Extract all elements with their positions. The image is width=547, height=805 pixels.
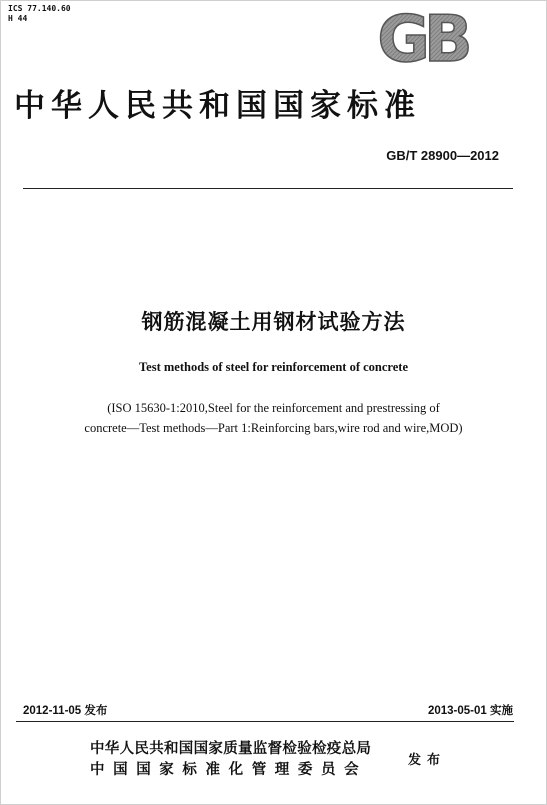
document-title-cn: 钢筋混凝土用钢材试验方法 — [141, 310, 406, 334]
standard-number: GB/T 28900—2012 — [386, 148, 499, 163]
issuer-sac: 中国国家标准化管理委员会 — [90, 762, 368, 778]
gb-logo — [366, 9, 478, 65]
ics-code: ICS 77.140.60 — [8, 4, 71, 13]
issue-date: 2012-11-05 发布 — [23, 705, 108, 717]
iso-reference-line-2: concrete—Test methods—Part 1:Reinforcing bars,wire rod and wire,MOD) — [84, 421, 463, 435]
top-divider — [23, 188, 513, 189]
iso-reference — [14, 398, 533, 438]
national-standard-title: 中华人民共和国国家标准 — [14, 88, 421, 124]
issue-label: 发布 — [408, 753, 447, 768]
bottom-divider — [16, 721, 514, 722]
implementation-date: 2013-05-01 实施 — [427, 705, 513, 717]
document-title-en: Test methods of steel for reinforcement of concrete — [138, 360, 409, 374]
gb-logo-text: GB — [377, 9, 467, 65]
classification-codes — [8, 4, 71, 24]
issuer-aqsiq: 中华人民共和国国家质量监督检验检疫总局 — [90, 741, 372, 757]
ccs-code: H 44 — [8, 14, 28, 23]
iso-reference-line-1: (ISO 15630-1:2010,Steel for the reinforcement and prestressing of — [107, 401, 440, 415]
